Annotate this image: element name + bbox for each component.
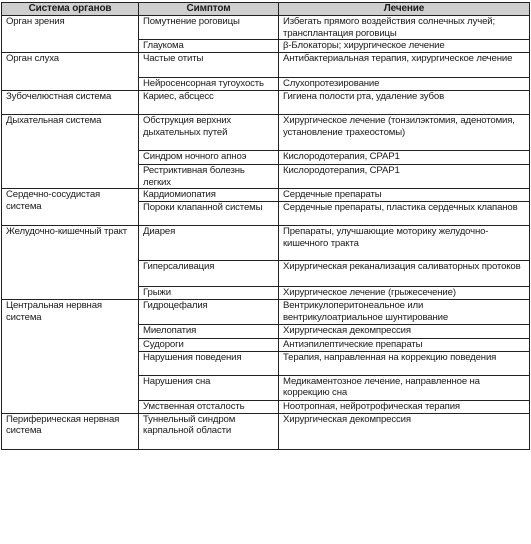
cell-symptom: Диарея: [139, 226, 279, 261]
cell-treatment: Антиэпилептические препараты: [279, 338, 530, 351]
cell-symptom: Кариес, абсцесс: [139, 91, 279, 115]
cell-treatment: Сердечные препараты: [279, 189, 530, 202]
table-row: [2, 413, 530, 449]
cell-treatment: Хирургическая реканализация саливаторных протоков: [279, 261, 530, 287]
cell-symptom: Судороги: [139, 338, 279, 351]
cell-symptom: Нейросенсорная тугоухость: [139, 78, 279, 91]
cell-treatment: Сердечные препараты, пластика сердечных клапанов: [279, 202, 530, 226]
cell-system: Периферическая нервная система: [2, 413, 139, 449]
cell-treatment: Хирургическое лечение (тонзилэктомия, аденотомия, установление трахеостомы): [279, 115, 530, 151]
cell-symptom: Умственная отсталость: [139, 400, 279, 413]
cell-system: Дыхательная система: [2, 115, 139, 189]
cell-treatment: Избегать прямого воздействия солнечных лучей; трансплантация роговицы: [279, 16, 530, 40]
table-header: [2, 3, 530, 16]
cell-symptom: Грыжи: [139, 287, 279, 300]
table-row: [2, 53, 530, 78]
cell-system: Орган зрения: [2, 16, 139, 53]
table-row: [2, 300, 530, 324]
cell-treatment: Медикаментозное лечение, направленное на коррекцию сна: [279, 375, 530, 400]
cell-symptom: Туннельный синдром карпальной области: [139, 413, 279, 449]
cell-symptom: Кардиомиопатия: [139, 189, 279, 202]
cell-symptom: Нарушения сна: [139, 375, 279, 400]
cell-symptom: Помутнение роговицы: [139, 16, 279, 40]
cell-treatment: Хирургическая декомпрессия: [279, 413, 530, 449]
cell-treatment: Гигиена полости рта, удаление зубов: [279, 91, 530, 115]
cell-symptom: Синдром ночного апноэ: [139, 151, 279, 165]
table-row: [2, 16, 530, 40]
cell-treatment: Ноотропная, нейротрофическая терапия: [279, 400, 530, 413]
treatment-table: [1, 2, 530, 450]
cell-symptom: Гидроцефалия: [139, 300, 279, 324]
table-body: [2, 16, 530, 450]
cell-system: Орган слуха: [2, 53, 139, 91]
cell-symptom: Рестриктивная болезнь легких: [139, 165, 279, 189]
cell-system: Зубочелюстная система: [2, 91, 139, 115]
table-row: [2, 189, 530, 202]
cell-treatment: Препараты, улучшающие моторику желудочно-кишечного тракта: [279, 226, 530, 261]
header-treatment: Лечение: [279, 3, 530, 16]
cell-treatment: Вентрикулоперитонеальное или вентрикулоатриальное шунтирование: [279, 300, 530, 324]
header-row: [2, 3, 530, 16]
header-symptom: Симптом: [139, 3, 279, 16]
table-row: [2, 115, 530, 151]
cell-treatment: Терапия, направленная на коррекцию поведения: [279, 351, 530, 375]
cell-system: Сердечно-сосудистая система: [2, 189, 139, 226]
cell-system: Центральная нервная система: [2, 300, 139, 413]
cell-treatment: β-Блокаторы; хирургическое лечение: [279, 40, 530, 53]
header-system: Система органов: [2, 3, 139, 16]
cell-treatment: Хирургическая декомпрессия: [279, 324, 530, 338]
cell-symptom: Миелопатия: [139, 324, 279, 338]
cell-symptom: Обструкция верхних дыхательных путей: [139, 115, 279, 151]
cell-treatment: Кислородотерапия, CPAP1: [279, 165, 530, 189]
cell-symptom: Нарушения поведения: [139, 351, 279, 375]
cell-system: Желудочно-кишечный тракт: [2, 226, 139, 300]
cell-treatment: Антибактериальная терапия, хирургическое лечение: [279, 53, 530, 78]
table-row: [2, 91, 530, 115]
cell-symptom: Частые отиты: [139, 53, 279, 78]
cell-treatment: Кислородотерапия, CPAP1: [279, 151, 530, 165]
cell-symptom: Пороки клапанной системы: [139, 202, 279, 226]
cell-treatment: Хирургическое лечение (грыжесечение): [279, 287, 530, 300]
cell-symptom: Гиперсаливация: [139, 261, 279, 287]
cell-treatment: Слухопротезирование: [279, 78, 530, 91]
cell-symptom: Глаукома: [139, 40, 279, 53]
table-row: [2, 226, 530, 261]
